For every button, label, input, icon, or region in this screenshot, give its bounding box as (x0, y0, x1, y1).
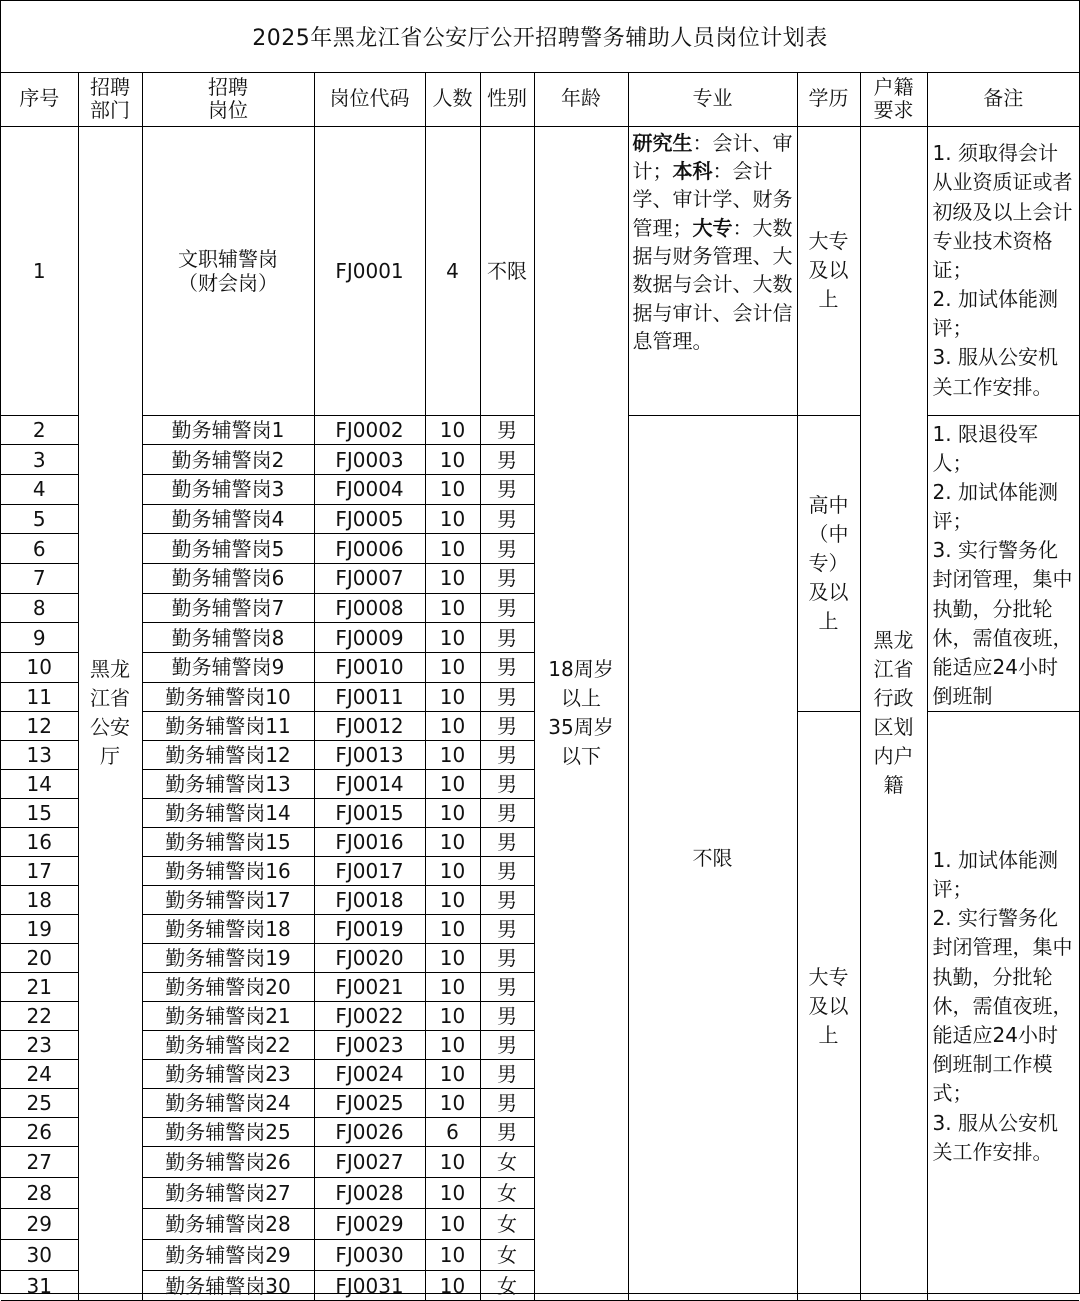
age-cell: 18周岁 以上 35周岁 以下 (534, 126, 628, 1301)
table-body (1, 73, 1079, 1301)
cell-code: FJ0010 (314, 653, 425, 683)
cell-code: FJ0017 (314, 857, 425, 886)
cell-count: 10 (425, 799, 480, 828)
cell-gender: 男 (480, 712, 534, 741)
edu-group2-cell: 高中 （中 专） 及以 上 (797, 415, 860, 712)
header-count: 人数 (425, 73, 480, 126)
cell-gender: 男 (480, 563, 534, 593)
note-group2-cell: 1. 限退役军人； 2. 加试体能测评； 3. 实行警务化封闭管理，集中执勤，分批轮休，需值夜班，能适应24小时倒班制 (927, 415, 1079, 712)
cell-code: FJ0031 (314, 1271, 425, 1301)
cell-post: 勤务辅警岗28 (142, 1209, 314, 1240)
cell-seq: 19 (1, 915, 78, 944)
cell-post: 勤务辅警岗2 (142, 445, 314, 475)
cell-seq: 16 (1, 828, 78, 857)
header-post: 招聘 岗位 (142, 73, 314, 126)
cell-seq: 22 (1, 1002, 78, 1031)
cell-seq: 31 (1, 1271, 78, 1301)
cell-count: 10 (425, 973, 480, 1002)
cell-code: FJ0018 (314, 886, 425, 915)
cell-gender: 男 (480, 653, 534, 683)
cell-post: 勤务辅警岗18 (142, 915, 314, 944)
header-age: 年龄 (534, 73, 628, 126)
cell-count: 10 (425, 770, 480, 799)
cell-count: 10 (425, 504, 480, 534)
cell-code: FJ0026 (314, 1118, 425, 1147)
cell-gender: 男 (480, 741, 534, 770)
cell-seq: 3 (1, 445, 78, 475)
row1-note: 1. 须取得会计从业资质证或者初级及以上会计专业技术资格证； 2. 加试体能测评； 3. 服从公安机关工作安排。 (927, 126, 1079, 415)
row1-count: 4 (425, 126, 480, 415)
cell-seq: 15 (1, 799, 78, 828)
cell-gender: 男 (480, 1002, 534, 1031)
cell-post: 勤务辅警岗1 (142, 415, 314, 445)
cell-seq: 6 (1, 534, 78, 564)
cell-seq: 9 (1, 623, 78, 653)
header-row (1, 73, 1079, 126)
cell-code: FJ0014 (314, 770, 425, 799)
cell-seq: 7 (1, 563, 78, 593)
position-plan-table (1, 73, 1079, 1301)
cell-gender: 男 (480, 445, 534, 475)
row1-code: FJ0001 (314, 126, 425, 415)
cell-gender: 男 (480, 944, 534, 973)
cell-code: FJ0024 (314, 1060, 425, 1089)
cell-post: 勤务辅警岗6 (142, 563, 314, 593)
cell-count: 10 (425, 741, 480, 770)
cell-seq: 21 (1, 973, 78, 1002)
cell-seq: 25 (1, 1089, 78, 1118)
cell-count: 10 (425, 534, 480, 564)
cell-count: 10 (425, 1271, 480, 1301)
cell-post: 勤务辅警岗17 (142, 886, 314, 915)
cell-code: FJ0025 (314, 1089, 425, 1118)
cell-seq: 4 (1, 474, 78, 504)
cell-post: 勤务辅警岗12 (142, 741, 314, 770)
cell-gender: 男 (480, 1118, 534, 1147)
note-group3-cell: 1. 加试体能测评； 2. 实行警务化封闭管理，集中执勤，分批轮休，需值夜班，能适应24小时倒班制工作模式； 3. 服从公安机关工作安排。 (927, 712, 1079, 1301)
cell-count: 10 (425, 653, 480, 683)
row1-edu: 大专 及以 上 (797, 126, 860, 415)
cell-count: 10 (425, 915, 480, 944)
cell-count: 10 (425, 1060, 480, 1089)
dept-cell: 黑龙 江省 公安 厅 (78, 126, 142, 1301)
cell-count: 10 (425, 857, 480, 886)
cell-count: 6 (425, 1118, 480, 1147)
cell-code: FJ0012 (314, 712, 425, 741)
cell-post: 勤务辅警岗5 (142, 534, 314, 564)
cell-post: 勤务辅警岗29 (142, 1240, 314, 1271)
cell-count: 10 (425, 415, 480, 445)
cell-post: 勤务辅警岗24 (142, 1089, 314, 1118)
cell-gender: 男 (480, 682, 534, 712)
cell-seq: 28 (1, 1178, 78, 1209)
cell-code: FJ0027 (314, 1147, 425, 1178)
row1-seq: 1 (1, 126, 78, 415)
cell-seq: 18 (1, 886, 78, 915)
cell-gender: 男 (480, 828, 534, 857)
cell-post: 勤务辅警岗4 (142, 504, 314, 534)
cell-code: FJ0013 (314, 741, 425, 770)
table-row (1, 126, 1079, 415)
cell-gender: 男 (480, 915, 534, 944)
cell-code: FJ0002 (314, 415, 425, 445)
cell-gender: 女 (480, 1209, 534, 1240)
cell-gender: 男 (480, 623, 534, 653)
cell-seq: 17 (1, 857, 78, 886)
cell-code: FJ0028 (314, 1178, 425, 1209)
cell-code: FJ0009 (314, 623, 425, 653)
cell-code: FJ0022 (314, 1002, 425, 1031)
cell-code: FJ0007 (314, 563, 425, 593)
cell-gender: 男 (480, 1031, 534, 1060)
cell-count: 10 (425, 1031, 480, 1060)
cell-post: 勤务辅警岗10 (142, 682, 314, 712)
cell-count: 10 (425, 1209, 480, 1240)
cell-gender: 男 (480, 1060, 534, 1089)
cell-seq: 12 (1, 712, 78, 741)
cell-seq: 27 (1, 1147, 78, 1178)
cell-post: 勤务辅警岗26 (142, 1147, 314, 1178)
cell-post: 勤务辅警岗16 (142, 857, 314, 886)
cell-seq: 26 (1, 1118, 78, 1147)
cell-code: FJ0003 (314, 445, 425, 475)
cell-gender: 男 (480, 415, 534, 445)
header-major: 专业 (628, 73, 797, 126)
cell-gender: 男 (480, 799, 534, 828)
cell-code: FJ0020 (314, 944, 425, 973)
cell-count: 10 (425, 1147, 480, 1178)
page-title: 2025年黑龙江省公安厅公开招聘警务辅助人员岗位计划表 (1, 1, 1079, 73)
cell-code: FJ0021 (314, 973, 425, 1002)
cell-post: 勤务辅警岗20 (142, 973, 314, 1002)
cell-code: FJ0016 (314, 828, 425, 857)
cell-count: 10 (425, 623, 480, 653)
cell-gender: 女 (480, 1271, 534, 1301)
cell-seq: 30 (1, 1240, 78, 1271)
cell-post: 勤务辅警岗25 (142, 1118, 314, 1147)
cell-seq: 2 (1, 415, 78, 445)
cell-post: 勤务辅警岗21 (142, 1002, 314, 1031)
cell-code: FJ0019 (314, 915, 425, 944)
header-seq: 序号 (1, 73, 78, 126)
cell-count: 10 (425, 886, 480, 915)
cell-post: 勤务辅警岗23 (142, 1060, 314, 1089)
cell-gender: 男 (480, 770, 534, 799)
cell-gender: 男 (480, 474, 534, 504)
cell-count: 10 (425, 563, 480, 593)
huji-cell: 黑龙 江省 行政 区划 内户 籍 (860, 126, 927, 1301)
cell-post: 勤务辅警岗14 (142, 799, 314, 828)
cell-code: FJ0011 (314, 682, 425, 712)
cell-seq: 8 (1, 593, 78, 623)
cell-gender: 男 (480, 504, 534, 534)
cell-seq: 20 (1, 944, 78, 973)
cell-code: FJ0029 (314, 1209, 425, 1240)
cell-seq: 29 (1, 1209, 78, 1240)
cell-gender: 男 (480, 886, 534, 915)
cell-post: 勤务辅警岗27 (142, 1178, 314, 1209)
row1-major: 研究生：会计、审计；本科：会计学、审计学、财务管理；大专：大数据与财务管理、大数据与会计、大数据与审计、会计信息管理。 (628, 126, 797, 415)
cell-count: 10 (425, 1178, 480, 1209)
header-code: 岗位代码 (314, 73, 425, 126)
cell-gender: 男 (480, 593, 534, 623)
cell-gender: 男 (480, 857, 534, 886)
header-note: 备注 (927, 73, 1079, 126)
cell-count: 10 (425, 944, 480, 973)
cell-code: FJ0006 (314, 534, 425, 564)
cell-seq: 14 (1, 770, 78, 799)
cell-seq: 5 (1, 504, 78, 534)
cell-code: FJ0005 (314, 504, 425, 534)
cell-post: 勤务辅警岗15 (142, 828, 314, 857)
cell-post: 勤务辅警岗3 (142, 474, 314, 504)
edu-group3-cell: 大专 及以 上 (797, 712, 860, 1301)
cell-count: 10 (425, 682, 480, 712)
cell-count: 10 (425, 712, 480, 741)
row1-post: 文职辅警岗 （财会岗） (142, 126, 314, 415)
cell-post: 勤务辅警岗11 (142, 712, 314, 741)
cell-code: FJ0008 (314, 593, 425, 623)
cell-count: 10 (425, 828, 480, 857)
cell-count: 10 (425, 1240, 480, 1271)
cell-seq: 10 (1, 653, 78, 683)
cell-gender: 女 (480, 1240, 534, 1271)
header-huji: 户籍 要求 (860, 73, 927, 126)
cell-gender: 男 (480, 1089, 534, 1118)
cell-count: 10 (425, 1089, 480, 1118)
cell-seq: 11 (1, 682, 78, 712)
cell-code: FJ0015 (314, 799, 425, 828)
header-gender: 性别 (480, 73, 534, 126)
cell-seq: 13 (1, 741, 78, 770)
header-edu: 学历 (797, 73, 860, 126)
cell-code: FJ0030 (314, 1240, 425, 1271)
header-dept: 招聘 部门 (78, 73, 142, 126)
cell-code: FJ0023 (314, 1031, 425, 1060)
cell-gender: 男 (480, 973, 534, 1002)
cell-count: 10 (425, 474, 480, 504)
cell-code: FJ0004 (314, 474, 425, 504)
cell-post: 勤务辅警岗22 (142, 1031, 314, 1060)
cell-post: 勤务辅警岗7 (142, 593, 314, 623)
cell-count: 10 (425, 445, 480, 475)
cell-post: 勤务辅警岗19 (142, 944, 314, 973)
cell-seq: 23 (1, 1031, 78, 1060)
cell-gender: 女 (480, 1147, 534, 1178)
cell-post: 勤务辅警岗8 (142, 623, 314, 653)
cell-post: 勤务辅警岗13 (142, 770, 314, 799)
cell-post: 勤务辅警岗9 (142, 653, 314, 683)
cell-count: 10 (425, 1002, 480, 1031)
row1-gender: 不限 (480, 126, 534, 415)
cell-gender: 男 (480, 534, 534, 564)
cell-post: 勤务辅警岗30 (142, 1271, 314, 1301)
cell-count: 10 (425, 593, 480, 623)
cell-seq: 24 (1, 1060, 78, 1089)
cell-gender: 女 (480, 1178, 534, 1209)
major-rest-cell: 不限 (628, 415, 797, 1301)
